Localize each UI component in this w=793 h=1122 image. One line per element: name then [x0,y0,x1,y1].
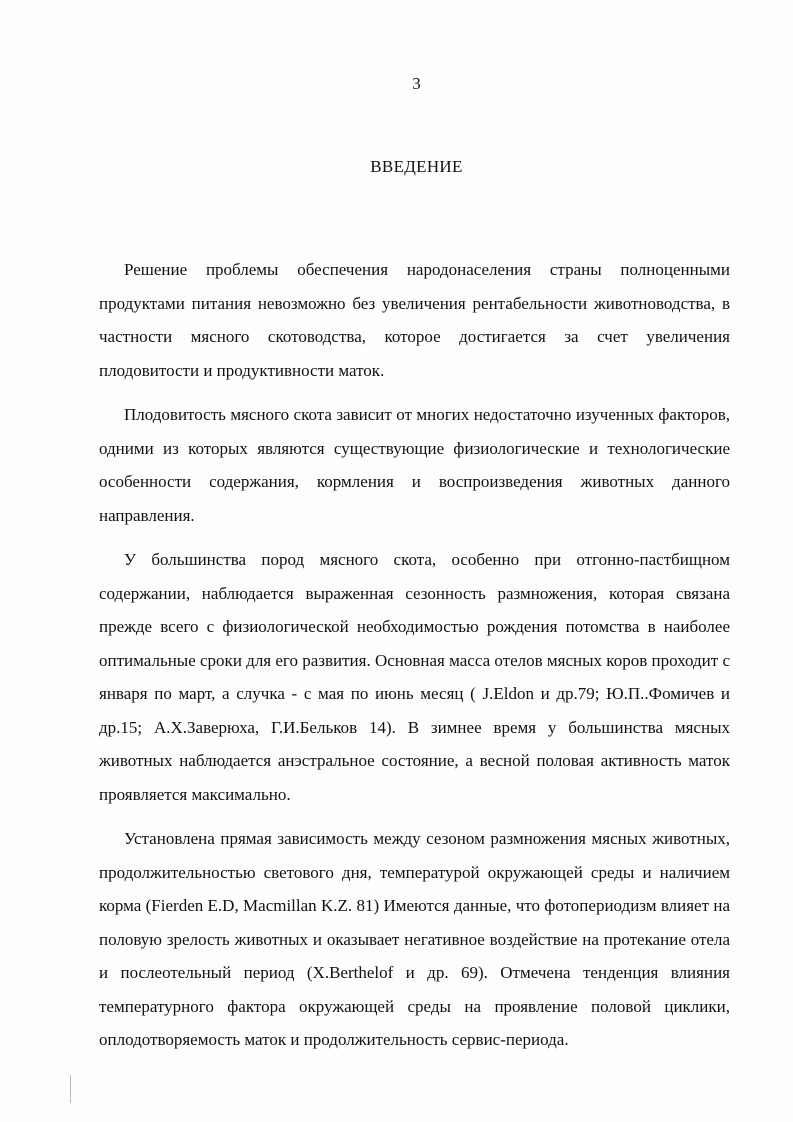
paragraph-4: Установлена прямая зависимость между сезоном размножения мясных животных, продолжительностью светового дня, температурой окружающей среды и наличием корма (Fierden E.D, Macmillan K.Z. 81) Имеются данные, что фотопериодизм влияет на половую зрелость животных и оказывает негативное воздействие на протекание отела и послеотельный период (X.Berthelof и др. 69). Отмечена тенденция влияния температурного фактора окружающей среды на проявление половой циклики, оплодотворяемость маток и продолжительность сервис-периода. [99,829,730,1049]
paragraph-3: У большинства пород мясного скота, особенно при отгонно-пастбищном содержании, наблюдается выраженная сезонность размножения, которая связана прежде всего с физиологической необходимостью рождения потомства в наиболее оптимальные сроки для его развития. Основная масса отелов мясных коров проходит с января по март, а случка - с мая по июнь месяц ( J.Eldon и др.79; Ю.П..Фомичев и др.15; А.Х.Заверюха, Г.И.Бельков 14). В зимнее время у большинства мясных животных наблюдается анэстральное состояние, а весной половая активность маток проявляется максимально. [99,550,730,804]
body-text [99,253,730,1068]
scan-margin-mark [70,1075,71,1103]
paragraph-2: Плодовитость мясного скота зависит от многих недостаточно изученных факторов, одними из которых являются существующие физиологические и технологические особенности содержания, кормления и воспроизведения животных данного направления. [99,405,730,525]
page-number: 3 [412,74,421,93]
section-heading: ВВЕДЕНИЕ [370,157,463,176]
paragraph-1: Решение проблемы обеспечения народонаселения страны полноценными продуктами питания невозможно без увеличения рентабельности животноводства, в частности мясного скотоводства, которое достигается за счет увеличения плодовитости и продуктивности маток. [99,260,730,380]
